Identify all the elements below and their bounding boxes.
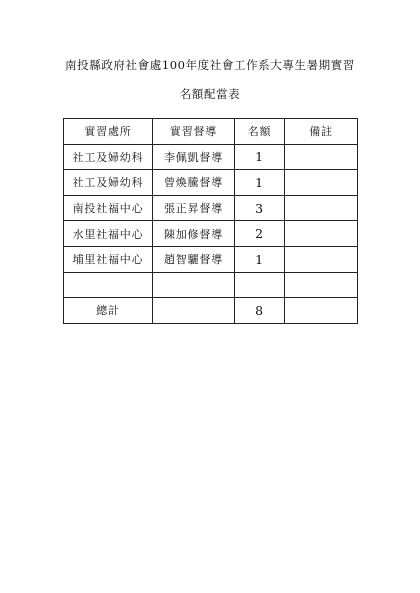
total-label: 總計 [64, 298, 153, 324]
cell-note [285, 195, 358, 221]
cell-quota [235, 272, 285, 298]
cell-supervisor: 曾煥騰督導 [153, 170, 235, 196]
document-subtitle: 名額配當表 [179, 87, 241, 101]
total-note [285, 298, 358, 324]
table-total-row [64, 298, 358, 324]
cell-site: 水里社福中心 [64, 221, 153, 247]
cell-site: 埔里社福中心 [64, 246, 153, 272]
cell-quota: 2 [235, 221, 285, 247]
cell-note [285, 221, 358, 247]
cell-supervisor [153, 272, 235, 298]
table-row [64, 246, 358, 272]
cell-quota: 1 [235, 246, 285, 272]
cell-note [285, 246, 358, 272]
table-row [64, 195, 358, 221]
cell-quota: 1 [235, 170, 285, 196]
table-row [64, 144, 358, 170]
quota-table [63, 118, 358, 324]
cell-note [285, 272, 358, 298]
header-site: 實習處所 [64, 119, 153, 145]
table-row [64, 221, 358, 247]
cell-supervisor: 李佩凱督導 [153, 144, 235, 170]
cell-quota: 1 [235, 144, 285, 170]
table-row [64, 170, 358, 196]
table-header-row [64, 119, 358, 145]
cell-supervisor: 趙智驪督導 [153, 246, 235, 272]
cell-supervisor: 陳加修督導 [153, 221, 235, 247]
cell-site: 南投社福中心 [64, 195, 153, 221]
header-supervisor: 實習督導 [153, 119, 235, 145]
cell-quota: 3 [235, 195, 285, 221]
cell-site [64, 272, 153, 298]
cell-note [285, 170, 358, 196]
total-supervisor [153, 298, 235, 324]
header-note: 備註 [285, 119, 358, 145]
table-row-empty [64, 272, 358, 298]
total-quota: 8 [235, 298, 285, 324]
cell-site: 社工及婦幼科 [64, 170, 153, 196]
cell-note [285, 144, 358, 170]
header-quota: 名額 [235, 119, 285, 145]
cell-site: 社工及婦幼科 [64, 144, 153, 170]
document-title: 南投縣政府社會處100年度社會工作系大專生暑期實習 [65, 58, 355, 72]
cell-supervisor: 張正昇督導 [153, 195, 235, 221]
